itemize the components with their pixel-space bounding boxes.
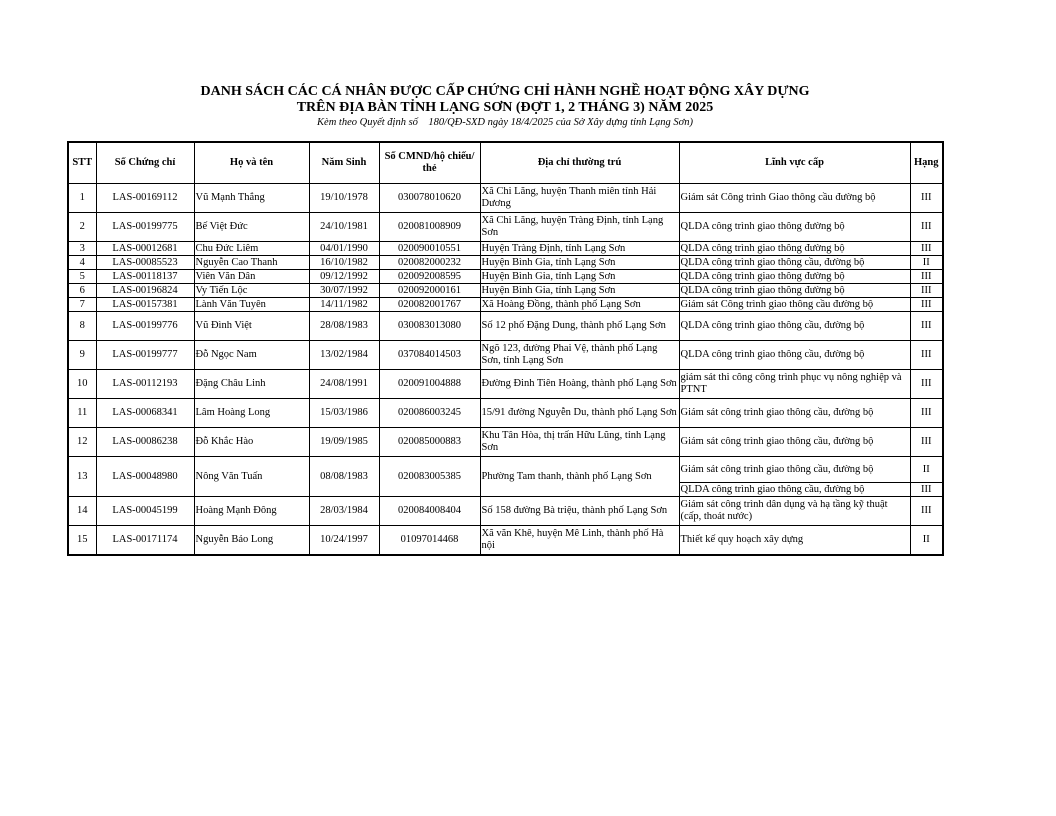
cell-address: Xã Chi Lăng, huyện Tràng Định, tỉnh Lạng Sơn bbox=[480, 213, 679, 242]
table-row bbox=[68, 341, 943, 370]
cell-birth-date: 09/12/1992 bbox=[309, 270, 379, 284]
cell-certificate-number: LAS-00199775 bbox=[96, 213, 194, 242]
cell-id-number: 020086003245 bbox=[379, 399, 480, 428]
cell-field: QLDA công trình giao thông cầu, đường bộ bbox=[679, 341, 910, 370]
cell-birth-date: 30/07/1992 bbox=[309, 284, 379, 298]
cell-id-number: 030078010620 bbox=[379, 184, 480, 213]
cell-stt: 11 bbox=[68, 399, 96, 428]
cell-birth-date: 28/03/1984 bbox=[309, 497, 379, 526]
header-full-name: Họ và tên bbox=[194, 142, 309, 184]
cell-id-number: 020091004888 bbox=[379, 370, 480, 399]
cell-full-name: Nguyễn Cao Thanh bbox=[194, 256, 309, 270]
cell-rank: II bbox=[910, 457, 943, 483]
cell-id-number: 020082001767 bbox=[379, 298, 480, 312]
cell-address: Số 158 đường Bà triệu, thành phố Lạng Sơn bbox=[480, 497, 679, 526]
cell-id-number: 037084014503 bbox=[379, 341, 480, 370]
cell-full-name: Lành Văn Tuyên bbox=[194, 298, 309, 312]
cell-birth-date: 14/11/1982 bbox=[309, 298, 379, 312]
cell-rank: III bbox=[910, 270, 943, 284]
cell-birth-date: 13/02/1984 bbox=[309, 341, 379, 370]
cell-certificate-number: LAS-00086238 bbox=[96, 428, 194, 457]
cell-full-name: Vũ Đình Việt bbox=[194, 312, 309, 341]
cell-birth-date: 28/08/1983 bbox=[309, 312, 379, 341]
table-row bbox=[68, 399, 943, 428]
cell-address: Xã văn Khê, huyện Mê Linh, thành phố Hà nội bbox=[480, 526, 679, 556]
cell-rank: III bbox=[910, 284, 943, 298]
cell-field: Giám sát công trình giao thông cầu, đường bộ bbox=[679, 428, 910, 457]
cell-stt: 8 bbox=[68, 312, 96, 341]
cell-field: QLDA công trình giao thông đường bộ bbox=[679, 284, 910, 298]
table-row bbox=[68, 370, 943, 399]
cell-certificate-number: LAS-00048980 bbox=[96, 457, 194, 497]
cell-rank: II bbox=[910, 256, 943, 270]
cell-id-number: 030083013080 bbox=[379, 312, 480, 341]
cell-field: Giám sát Công trình giao thông cầu đường bộ bbox=[679, 298, 910, 312]
table-row bbox=[68, 497, 943, 526]
cell-full-name: Đỗ Khắc Hào bbox=[194, 428, 309, 457]
cell-rank: III bbox=[910, 341, 943, 370]
cell-full-name: Nông Văn Tuấn bbox=[194, 457, 309, 497]
cell-full-name: Hoàng Mạnh Đông bbox=[194, 497, 309, 526]
table-body bbox=[68, 184, 943, 556]
cell-stt: 14 bbox=[68, 497, 96, 526]
cell-full-name: Đặng Châu Linh bbox=[194, 370, 309, 399]
table-row bbox=[68, 298, 943, 312]
cell-full-name: Nguyễn Bảo Long bbox=[194, 526, 309, 556]
cell-field: QLDA công trình giao thông cầu, đường bộ bbox=[679, 483, 910, 497]
cell-certificate-number: LAS-00171174 bbox=[96, 526, 194, 556]
cell-rank: III bbox=[910, 242, 943, 256]
cell-full-name: Đỗ Ngọc Nam bbox=[194, 341, 309, 370]
table-row bbox=[68, 242, 943, 256]
cell-id-number: 020092008595 bbox=[379, 270, 480, 284]
cell-rank: III bbox=[910, 298, 943, 312]
cell-id-number: 020085000883 bbox=[379, 428, 480, 457]
document-title-line-1: DANH SÁCH CÁC CÁ NHÂN ĐƯỢC CẤP CHỨNG CHỈ HÀNH NGHỀ HOẠT ĐỘNG XÂY DỰNG bbox=[200, 84, 810, 99]
cell-full-name: Vũ Mạnh Thắng bbox=[194, 184, 309, 213]
cell-certificate-number: LAS-00045199 bbox=[96, 497, 194, 526]
cell-address: 15/91 đường Nguyễn Du, thành phố Lạng Sơn bbox=[480, 399, 679, 428]
cell-id-number: 020092000161 bbox=[379, 284, 480, 298]
table-row bbox=[68, 526, 943, 556]
cell-rank: III bbox=[910, 184, 943, 213]
cell-stt: 4 bbox=[68, 256, 96, 270]
cell-birth-date: 24/10/1981 bbox=[309, 213, 379, 242]
cell-stt: 10 bbox=[68, 370, 96, 399]
cell-rank: II bbox=[910, 526, 943, 556]
certificate-table bbox=[67, 141, 944, 556]
cell-stt: 15 bbox=[68, 526, 96, 556]
cell-certificate-number: LAS-00068341 bbox=[96, 399, 194, 428]
cell-id-number: 020081008909 bbox=[379, 213, 480, 242]
cell-rank: III bbox=[910, 312, 943, 341]
table-row bbox=[68, 256, 943, 270]
cell-id-number: 020084008404 bbox=[379, 497, 480, 526]
cell-stt: 6 bbox=[68, 284, 96, 298]
table-row bbox=[68, 428, 943, 457]
document-title-line-2: TRÊN ĐỊA BÀN TỈNH LẠNG SƠN (ĐỢT 1, 2 THÁNG 3) NĂM 2025 bbox=[296, 100, 714, 115]
header-rank: Hạng bbox=[910, 142, 943, 184]
cell-full-name: Vy Tiến Lộc bbox=[194, 284, 309, 298]
cell-rank: III bbox=[910, 483, 943, 497]
cell-certificate-number: LAS-00112193 bbox=[96, 370, 194, 399]
cell-certificate-number: LAS-00085523 bbox=[96, 256, 194, 270]
cell-birth-date: 16/10/1982 bbox=[309, 256, 379, 270]
cell-rank: III bbox=[910, 213, 943, 242]
cell-address: Ngõ 123, đường Phai Vệ, thành phố Lạng Sơn, tỉnh Lạng Sơn bbox=[480, 341, 679, 370]
cell-address: Huyện Tràng Định, tỉnh Lạng Sơn bbox=[480, 242, 679, 256]
cell-birth-date: 19/09/1985 bbox=[309, 428, 379, 457]
header-address: Địa chỉ thường trú bbox=[480, 142, 679, 184]
cell-stt: 9 bbox=[68, 341, 96, 370]
cell-address: Khu Tân Hòa, thị trấn Hữu Lũng, tỉnh Lạng Sơn bbox=[480, 428, 679, 457]
cell-certificate-number: LAS-00199777 bbox=[96, 341, 194, 370]
cell-birth-date: 24/08/1991 bbox=[309, 370, 379, 399]
cell-rank: III bbox=[910, 428, 943, 457]
table-header-row bbox=[68, 142, 943, 184]
cell-stt: 13 bbox=[68, 457, 96, 497]
cell-certificate-number: LAS-00012681 bbox=[96, 242, 194, 256]
cell-address: Xã Hoàng Đồng, thành phố Lạng Sơn bbox=[480, 298, 679, 312]
cell-address: Số 12 phố Đặng Dung, thành phố Lạng Sơn bbox=[480, 312, 679, 341]
cell-id-number: 020083005385 bbox=[379, 457, 480, 497]
cell-field: giám sát thi công công trình phục vụ nông nghiệp và PTNT bbox=[679, 370, 910, 399]
cell-rank: III bbox=[910, 399, 943, 428]
cell-field: Thiết kế quy hoạch xây dựng bbox=[679, 526, 910, 556]
cell-id-number: 01097014468 bbox=[379, 526, 480, 556]
cell-stt: 12 bbox=[68, 428, 96, 457]
cell-id-number: 020090010551 bbox=[379, 242, 480, 256]
cell-address: Huyện Bình Gia, tỉnh Lạng Sơn bbox=[480, 256, 679, 270]
cell-field: QLDA công trình giao thông đường bộ bbox=[679, 213, 910, 242]
cell-field: QLDA công trình giao thông cầu, đường bộ bbox=[679, 312, 910, 341]
document-subtitle: Kèm theo Quyết định số 180/QĐ-SXD ngày 18/4/2025 của Sở Xây dựng tỉnh Lạng Sơn) bbox=[317, 117, 693, 128]
cell-birth-date: 08/08/1983 bbox=[309, 457, 379, 497]
cell-birth-date: 15/03/1986 bbox=[309, 399, 379, 428]
header-certificate-number: Số Chứng chỉ bbox=[96, 142, 194, 184]
cell-field: QLDA công trình giao thông đường bộ bbox=[679, 270, 910, 284]
cell-rank: III bbox=[910, 370, 943, 399]
cell-address: Xã Chi Lăng, huyện Thanh miên tỉnh Hải Dương bbox=[480, 184, 679, 213]
table-row bbox=[68, 184, 943, 213]
header-stt: STT bbox=[68, 142, 96, 184]
cell-rank: III bbox=[910, 497, 943, 526]
header-id-number: Số CMND/hộ chiếu/ thẻ bbox=[379, 142, 480, 184]
cell-address: Phường Tam thanh, thành phố Lạng Sơn bbox=[480, 457, 679, 497]
cell-certificate-number: LAS-00157381 bbox=[96, 298, 194, 312]
cell-id-number: 020082000232 bbox=[379, 256, 480, 270]
cell-certificate-number: LAS-00118137 bbox=[96, 270, 194, 284]
cell-birth-date: 04/01/1990 bbox=[309, 242, 379, 256]
cell-field: Giám sát công trình giao thông cầu, đường bộ bbox=[679, 399, 910, 428]
cell-stt: 1 bbox=[68, 184, 96, 213]
cell-stt: 7 bbox=[68, 298, 96, 312]
cell-address: Huyện Bình Gia, tỉnh Lạng Sơn bbox=[480, 270, 679, 284]
cell-field: Giám sát Công trình Giao thông cầu đường bộ bbox=[679, 184, 910, 213]
cell-certificate-number: LAS-00199776 bbox=[96, 312, 194, 341]
cell-certificate-number: LAS-00169112 bbox=[96, 184, 194, 213]
header-birth-date: Năm Sinh bbox=[309, 142, 379, 184]
table-row bbox=[68, 284, 943, 298]
cell-field: QLDA công trình giao thông cầu, đường bộ bbox=[679, 256, 910, 270]
header-field: Lĩnh vực cấp bbox=[679, 142, 910, 184]
cell-stt: 2 bbox=[68, 213, 96, 242]
cell-stt: 3 bbox=[68, 242, 96, 256]
cell-field: Giám sát công trình dân dụng và hạ tầng kỹ thuật (cấp, thoát nước) bbox=[679, 497, 910, 526]
table-row bbox=[68, 213, 943, 242]
cell-field: Giám sát công trình giao thông cầu, đường bộ bbox=[679, 457, 910, 483]
cell-full-name: Viên Văn Dân bbox=[194, 270, 309, 284]
cell-full-name: Bế Việt Đức bbox=[194, 213, 309, 242]
table-row bbox=[68, 270, 943, 284]
cell-birth-date: 19/10/1978 bbox=[309, 184, 379, 213]
cell-address: Huyện Bình Gia, tỉnh Lạng Sơn bbox=[480, 284, 679, 298]
cell-certificate-number: LAS-00196824 bbox=[96, 284, 194, 298]
cell-stt: 5 bbox=[68, 270, 96, 284]
cell-full-name: Lâm Hoàng Long bbox=[194, 399, 309, 428]
table-row bbox=[68, 312, 943, 341]
cell-birth-date: 10/24/1997 bbox=[309, 526, 379, 556]
cell-full-name: Chu Đức Liêm bbox=[194, 242, 309, 256]
table-row bbox=[68, 457, 943, 483]
cell-address: Đường Đinh Tiên Hoàng, thành phố Lạng Sơn bbox=[480, 370, 679, 399]
cell-field: QLDA công trình giao thông đường bộ bbox=[679, 242, 910, 256]
